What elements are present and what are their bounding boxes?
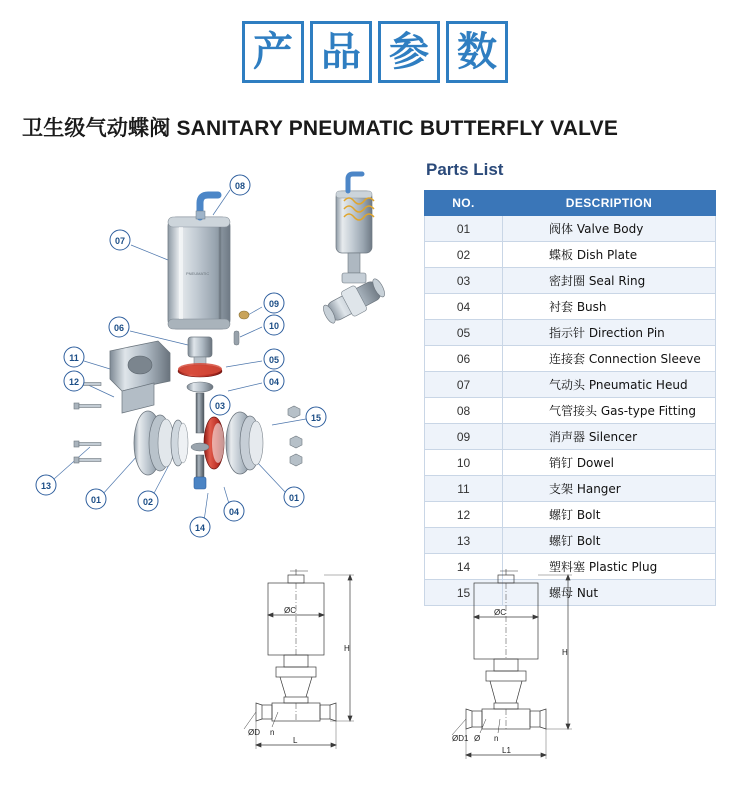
- part-no: 08: [425, 398, 503, 424]
- svg-text:13: 13: [40, 481, 52, 491]
- part-no: 15: [425, 580, 503, 606]
- page-banner: [0, 0, 750, 104]
- svg-text:10: 10: [268, 321, 280, 331]
- parts-table-header-row: [425, 191, 716, 216]
- svg-text:14: 14: [194, 523, 206, 533]
- svg-text:L1: L1: [502, 746, 511, 755]
- svg-text:15: 15: [310, 413, 322, 423]
- part-no: 01: [425, 216, 503, 242]
- part-desc: 衬套 Bush: [503, 294, 716, 320]
- part-no: 10: [425, 450, 503, 476]
- svg-text:Ø: Ø: [474, 734, 481, 743]
- part-desc: 塑料塞 Plastic Plug: [503, 554, 716, 580]
- part-no: 02: [425, 242, 503, 268]
- part-desc: 密封圈 Seal Ring: [503, 268, 716, 294]
- svg-text:ØD1: ØD1: [452, 734, 469, 743]
- svg-text:12: 12: [68, 377, 80, 387]
- svg-text:03: 03: [214, 401, 226, 411]
- svg-text:ØC: ØC: [494, 608, 506, 617]
- svg-text:02: 02: [142, 497, 154, 507]
- part-no: 14: [425, 554, 503, 580]
- part-no: 06: [425, 346, 503, 372]
- part-desc: 气管接头 Gas-type Fitting: [503, 398, 716, 424]
- svg-text:H: H: [344, 644, 350, 653]
- svg-text:L: L: [293, 736, 298, 745]
- svg-text:08: 08: [234, 181, 246, 191]
- part-desc: 螺母 Nut: [503, 580, 716, 606]
- part-desc: 连接套 Connection Sleeve: [503, 346, 716, 372]
- part-desc: 支架 Hanger: [503, 476, 716, 502]
- part-desc: 螺钉 Bolt: [503, 502, 716, 528]
- page-title: [22, 112, 618, 142]
- part-desc: 气动头 Pneumatic Heud: [503, 372, 716, 398]
- svg-text:n: n: [494, 734, 499, 743]
- svg-text:04: 04: [268, 377, 280, 387]
- banner-characters: [242, 21, 508, 83]
- svg-text:11: 11: [69, 353, 79, 363]
- table-row: [425, 528, 716, 554]
- svg-text:PNEUMATIC: PNEUMATIC: [186, 271, 210, 276]
- parts-col-description: DESCRIPTION: [503, 191, 716, 216]
- part-no: 03: [425, 268, 503, 294]
- part-desc: 指示针 Direction Pin: [503, 320, 716, 346]
- parts-col-no: NO.: [425, 191, 503, 216]
- table-row: [425, 216, 716, 242]
- part-no: 12: [425, 502, 503, 528]
- svg-text:01: 01: [288, 493, 300, 503]
- banner-char-1: 产: [242, 21, 304, 83]
- table-row: [425, 398, 716, 424]
- part-desc: 蝶板 Dish Plate: [503, 242, 716, 268]
- svg-text:ØD: ØD: [248, 728, 260, 737]
- parts-list-heading: Parts List: [426, 160, 504, 179]
- table-row: [425, 268, 716, 294]
- part-desc: 阀体 Valve Body: [503, 216, 716, 242]
- part-no: 11: [425, 476, 503, 502]
- part-desc: 螺钉 Bolt: [503, 528, 716, 554]
- table-row: [425, 450, 716, 476]
- dimension-drawings: [230, 565, 740, 780]
- svg-text:06: 06: [113, 323, 125, 333]
- table-row: [425, 424, 716, 450]
- svg-text:05: 05: [268, 355, 280, 365]
- part-no: 13: [425, 528, 503, 554]
- page-title-en: SANITARY PNEUMATIC BUTTERFLY VALVE: [176, 117, 619, 140]
- exploded-assembly-diagram: [18, 155, 418, 555]
- table-row: [425, 242, 716, 268]
- parts-list-panel: [424, 160, 728, 606]
- part-no: 07: [425, 372, 503, 398]
- part-desc: 销钉 Dowel: [503, 450, 716, 476]
- table-row: [425, 502, 716, 528]
- svg-text:H: H: [562, 648, 568, 657]
- table-row: [425, 372, 716, 398]
- parts-list-table: [424, 190, 716, 606]
- part-desc: 消声器 Silencer: [503, 424, 716, 450]
- svg-text:04: 04: [228, 507, 240, 517]
- table-row: [425, 346, 716, 372]
- svg-text:07: 07: [114, 236, 126, 246]
- banner-char-3: 参: [378, 21, 440, 83]
- page-title-cjk: 卫生级气动蝶阀: [22, 116, 171, 140]
- table-row: [425, 320, 716, 346]
- banner-char-4: 数: [446, 21, 508, 83]
- banner-char-2: 品: [310, 21, 372, 83]
- table-row: [425, 476, 716, 502]
- svg-text:n: n: [270, 728, 275, 737]
- part-no: 04: [425, 294, 503, 320]
- part-no: 09: [425, 424, 503, 450]
- svg-text:09: 09: [268, 299, 280, 309]
- table-row: [425, 294, 716, 320]
- svg-text:01: 01: [90, 495, 102, 505]
- svg-text:ØC: ØC: [284, 606, 296, 615]
- part-no: 05: [425, 320, 503, 346]
